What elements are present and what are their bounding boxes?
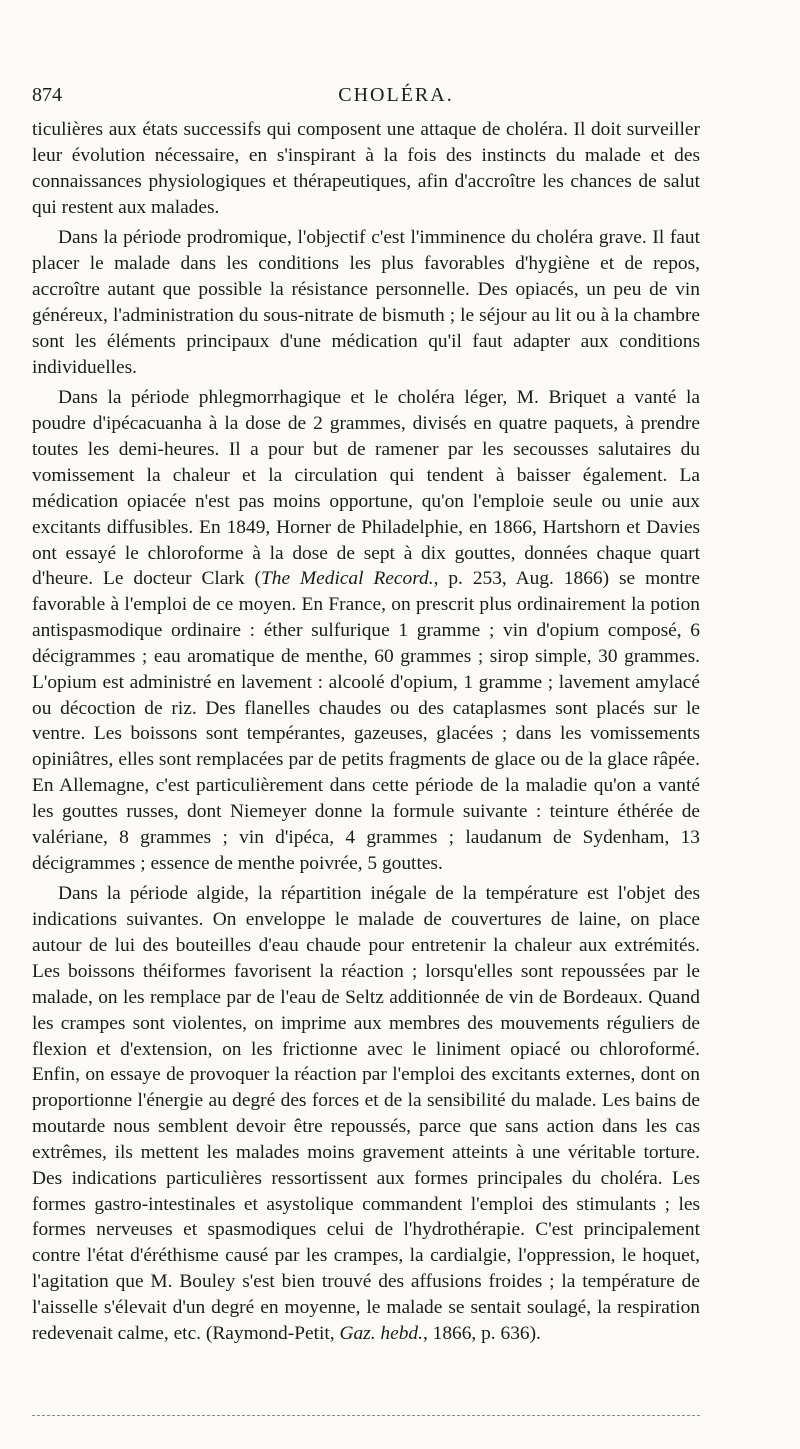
bottom-rule: [32, 1415, 700, 1416]
citation-title: The Medical Record.: [260, 568, 434, 590]
running-title: CHOLÉRA.: [338, 84, 454, 106]
paragraph-text: Dans la période phlegmorrhagique et le choléra léger, M. Briquet a vanté la poudre d'ipécacuanha à la dose de 2 grammes, divisés en quatre paquets, à prendre toutes les demi-heures. Il a pour but de ramener par les secousses salutaires du vomissement la chaleur et la circulation qui tendent à baisser également. La médication opiacée n'est pas moins opportune, qu'on l'emploie seule ou unie aux excitants diffusibles. En 1849, Horner de Philadelphie, en 1866, Hartshorn et Davies ont essayé le chloroforme à la dose de sept à dix gouttes, données chaque quart d'heure. Le docteur Clark (: [32, 387, 700, 590]
paragraph-prodromique: Dans la période prodromique, l'objectif c'est l'imminence du choléra grave. Il faut placer le malade dans les conditions les plus favorables d'hygiène et de repos, accroître autant que possible la résistance personnelle. Des opiacés, un peu de vin généreux, l'administration du sous-nitrate de bismuth ; le séjour au lit ou à la chambre sont les éléments principaux d'une médication qu'il faut adapter aux conditions individuelles.: [32, 227, 700, 378]
body-text: [32, 117, 700, 1347]
paragraph-text: Dans la période algide, la répartition inégale de la température est l'objet des indications suivantes. On enveloppe le malade de couvertures de laine, on place autour de lui des bouteilles d'eau chaude pour entretenir la chaleur aux extrémités. Les boissons théiformes favorisent la réaction ; lorsqu'elles sont repoussées par le malade, on les remplace par de l'eau de Seltz additionnée de vin de Bordeaux. Quand les crampes sont violentes, on imprime aux membres des mouvements réguliers de flexion et d'extension, on les frictionne avec le liniment opiacé ou chloroformé. Enfin, on essaye de provoquer la réaction par l'emploi des excitants externes, dont on proportionne l'énergie au degré des forces et de la sensibilité du malade. Les bains de moutarde nous semblent devoir être repoussés, parce que sans action dans les cas extrêmes, ils mettent les malades moins gravement atteints à une véritable torture. Des indications particulières ressortissent aux formes principales du choléra. Les formes gastro-intestinales et asystolique commandent l'emploi des stimulants ; les formes nerveuses et spasmodiques celui de l'hydrothérapie. C'est principalement contre l'état d'éréthisme causé par les crampes, la cardialgie, l'oppression, le hoquet, l'agitation que M. Bouley s'est bien trouvé des affusions froides ; la température de l'aisselle s'élevait d'un degré en moyenne, le malade se sentait soulagé, la respiration redevenait calme, etc. (Raymond-Petit,: [32, 883, 700, 1344]
page-number: 874: [32, 84, 62, 106]
citation-title: Gaz. hebd.: [339, 1322, 423, 1344]
paragraph-phlegmorrhagique: [32, 385, 700, 876]
paragraph-text: , 1866, p. 636).: [422, 1322, 541, 1344]
page-header: [32, 80, 760, 114]
paragraph-algide: [32, 881, 700, 1346]
paragraph-continuation: ticulières aux états successifs qui composent une attaque de choléra. Il doit surveiller leur évolution nécessaire, en s'inspirant à la fois des instincts du malade et des connaissances physiologiques et thérapeutiques, afin d'accroître les chances de salut qui restent aux malades.: [32, 119, 700, 218]
paragraph-text: , p. 253, Aug. 1866) se montre favorable à l'emploi de ce moyen. En France, on prescrit plus ordinairement la potion antispasmodique ordinaire : éther sulfurique 1 gramme ; vin d'opium composé, 6 décigrammes ; eau aromatique de menthe, 60 grammes ; sirop simple, 30 grammes. L'opium est administré en lavement : alcoolé d'opium, 1 gramme ; lavement amylacé ou décoction de riz. Des flanelles chaudes ou des cataplasmes sont placés sur le ventre. Les boissons sont tempérantes, gazeuses, glacées ; dans les vomissements opiniâtres, elles sont remplacées par de petits fragments de glace ou de la glace râpée. En Allemagne, c'est particulièrement dans cette période de la maladie qu'on a vanté les gouttes russes, dont Niemeyer donne la formule suivante : teinture éthérée de valériane, 8 grammes ; vin d'ipéca, 4 grammes ; laudanum de Sydenham, 13 décigrammes ; essence de menthe poivrée, 5 gouttes.: [32, 568, 700, 874]
